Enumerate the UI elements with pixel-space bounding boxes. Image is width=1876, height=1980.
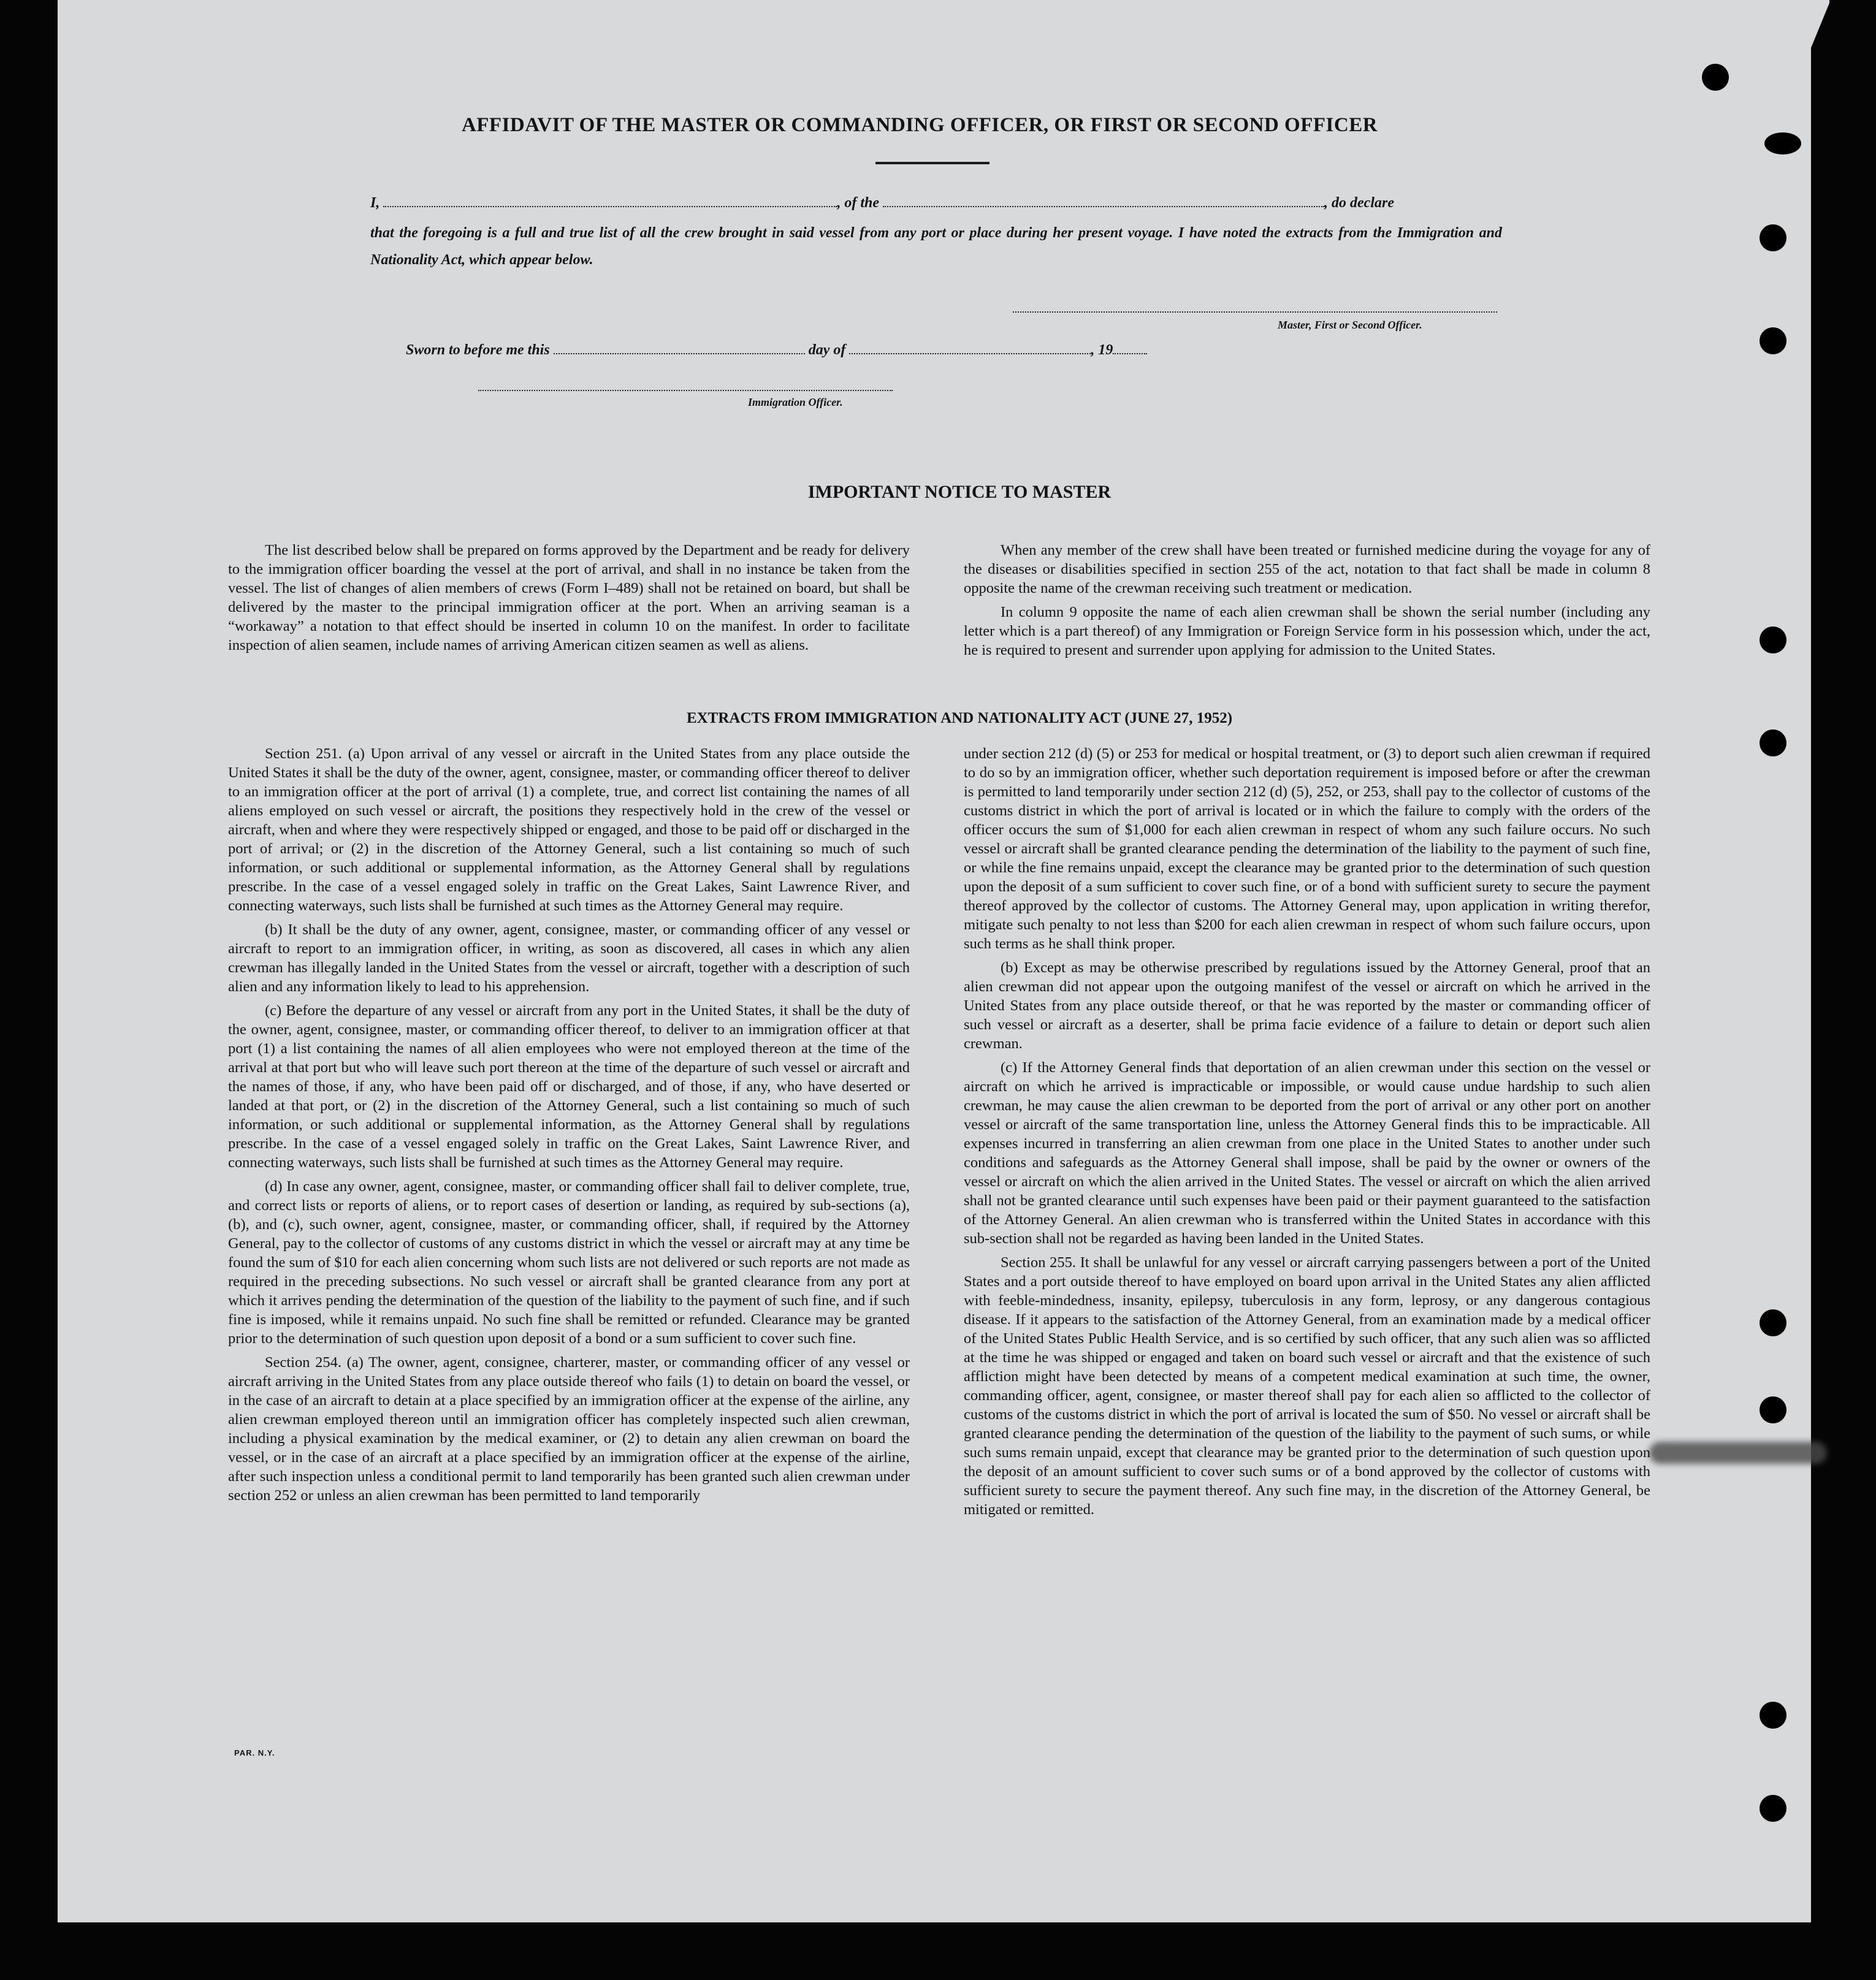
- notice-paragraph: In column 9 opposite the name of each alien crewman shall be shown the serial number (including any letter which is a part thereof) of any Immigration or Foreign Service form in his possession which, under the act, he is required to present and surrender upon applying for admission to the United States.: [964, 604, 1650, 658]
- master-signature-field[interactable]: [1013, 311, 1497, 313]
- binder-hole: [1760, 327, 1786, 354]
- extracts-title: EXTRACTS FROM IMMIGRATION AND NATIONALITY ACT (JUNE 27, 1952): [686, 710, 1233, 726]
- master-signature-caption: Master, First or Second Officer.: [1278, 319, 1422, 331]
- declarant-name-field[interactable]: [383, 192, 837, 207]
- statute-paragraph: (b) It shall be the duty of any owner, agent, consignee, master, or commanding officer of any vessel or aircraft to report to an immigration officer, in writing, as soon as discovered, all cases in which any alien crewman has illegally landed in the United States from the vessel or aircraft, together with a description of such alien and any information likely to lead to his apprehension.: [228, 921, 910, 995]
- binder-hole: [1760, 729, 1786, 756]
- title-rule: [875, 162, 989, 164]
- notice-paragraph: When any member of the crew shall have been treated or furnished medicine during the voyage for any of the diseases or disabilities specified in section 255 of the act, notation to that fact shall be made in column 8 opposite the name of the crewman receiving such treatment or medication.: [964, 542, 1650, 596]
- binder-hole: [1702, 64, 1729, 91]
- binder-hole: [1760, 1309, 1786, 1336]
- sworn-month-field[interactable]: [849, 340, 1091, 354]
- statute-paragraph: Section 251. (a) Upon arrival of any vessel or aircraft in the United States from any place outside the United States it shall be the duty of the owner, agent, consignee, master, or commanding officer thereof to deliver to an immigration officer at the port of arrival (1) a complete, true, and correct list containing the names of all aliens employed on such vessel or aircraft, the positions they respectively hold in the crew of the vessel or aircraft, when and where they were respectively shipped or engaged, and those to be paid off or discharged in the port of arrival; or (2) in the discretion of the Attorney General, such a list containing so much of such information, or such additional or supplemental information, as the Attorney General shall by regulations prescribe. In the case of a vessel engaged solely in traffic on the Great Lakes, Saint Lawrence River, and connecting waterways, such lists shall be furnished at such times as the Attorney General may require.: [228, 745, 910, 914]
- extracts-left-column: [228, 744, 910, 1510]
- sworn-day-field[interactable]: [554, 340, 805, 354]
- binder-hole: [1760, 1396, 1786, 1423]
- vessel-name-field[interactable]: [883, 192, 1324, 207]
- binder-hole: [1760, 626, 1786, 653]
- officer-signature-field[interactable]: [478, 390, 893, 391]
- binder-hole: [1760, 224, 1786, 251]
- ink-smudge: [1649, 1442, 1827, 1464]
- declarant-line: [370, 192, 1394, 211]
- officer-signature-caption: Immigration Officer.: [748, 396, 843, 408]
- statute-paragraph: (b) Except as may be otherwise prescribed by regulations issued by the Attorney General, proof that an alien crewman did not appear upon the outgoing manifest of the vessel or aircraft on which he arrived in the United States from any place outside thereof, or that he was reported by the master or commanding officer of such vessel or aircraft as a deserter, shall be prima facie evidence of a failure to detain or deport such alien crewman.: [964, 959, 1650, 1052]
- statute-paragraph: Section 255. It shall be unlawful for any vessel or aircraft carrying passengers between a port of the United States and a port outside thereof to have employed on board upon arrival in the United States any alien afflicted with feeble-mindedness, insanity, epilepsy, tuberculosis in any form, leprosy, or any dangerous contagious disease. If it appears to the satisfaction of the Attorney General, from an examination made by a medical officer of the United States Public Health Service, and is so certified by such officer, that any such alien was so afflicted at the time he was shipped or engaged and taken on board such vessel or aircraft and that the existence of such affliction might have been detected by means of a competent medical examination at such time, the owner, commanding officer, agent, consignee, or master thereof shall pay for each alien so afflicted to the collector of customs of the customs district in which the port of arrival is located the sum of $50. No vessel or aircraft shall be granted clearance pending the determination of the question of the liability to the payment of such sums, or while such sums remain unpaid, except that clearance may be granted prior to the determination of such question upon the deposit of an amount sufficient to cover such sums or of a bond approved by the collector of customs with sufficient surety to secure the payment thereof. Any such fine may, in the discretion of the Attorney General, be mitigated or remitted.: [964, 1254, 1650, 1518]
- binder-hole: [1760, 1795, 1786, 1822]
- statute-paragraph: (c) If the Attorney General finds that deportation of an alien crewman under this section on the vessel or aircraft on which he arrived is impracticable or impossible, or would cause undue hardship to such alien crewman, he may cause the alien crewman to be deported from the port of arrival or any other port on another vessel or aircraft of the same transportation line, unless the Attorney General finds this to be impracticable. All expenses incurred in transferring an alien crewman from one place in the United States to another under such conditions and safeguards as the Attorney General shall impose, shall be paid by the owner or owners of the vessel or aircraft on which the alien arrived in the United States. The vessel or aircraft on which the alien arrived shall not be granted clearance until such expenses have been paid or their payment guaranteed to the satisfaction of the Attorney General. An alien crewman who is transferred within the United States in accordance with this sub-section shall not be regarded as having been landed in the United States.: [964, 1059, 1650, 1247]
- statute-paragraph: (d) In case any owner, agent, consignee, master, or commanding officer shall fail to deliver complete, true, and correct lists or reports of aliens, or to report cases of desertion or landing, as required by sub-sections (a), (b), and (c), such owner, agent, consignee, master, or commanding officer, shall, if required by the Attorney General, pay to the collector of customs of any customs district in which the vessel or aircraft may at any time be found the sum of $10 for each alien concerning whom such lists are not delivered or such reports are not made as required in the preceding subsections. No such vessel or aircraft shall be granted clearance from any port at which it arrives pending the determination of the question of the liability to the payment of such fine, and if such fine is imposed, while it remains unpaid. No such fine shall be remitted or refunded. Clearance may be granted prior to the determination of such question upon deposit of a bond or a sum sufficient to cover such fine.: [228, 1178, 910, 1347]
- notice-title: IMPORTANT NOTICE TO MASTER: [807, 482, 1111, 502]
- binder-hole: [1760, 1702, 1786, 1729]
- of-the-label: , of the: [837, 195, 880, 211]
- notice-left-column: [228, 541, 910, 660]
- sworn-year-field[interactable]: [1113, 340, 1147, 354]
- notice-paragraph: The list described below shall be prepared on forms approved by the Department and be ready for delivery to the immigration officer boarding the vessel at the port of arrival, and shall in no instance be taken from the vessel. The list of changes of alien members of crews (Form I–489) shall not be retained on board, but shall be delivered by the master to the principal immigration officer at the port. When an arriving seaman is a “workaway” a notation to that effect should be inserted in column 10 on the manifest. In order to facilitate inspection of alien seamen, include names of arriving American citizen seamen as well as aliens.: [228, 542, 910, 653]
- day-of-label: day of: [808, 342, 846, 358]
- notice-right-column: [964, 541, 1650, 664]
- binder-hole: [1764, 132, 1801, 154]
- declaration-text: that the foregoing is a full and true list of all the crew brought in said vessel from any port or place during her present voyage. I have noted the extracts from the Immigration and Nationality Act, which appear below.: [370, 225, 1502, 268]
- extracts-right-column: [964, 744, 1650, 1524]
- i-label: I,: [370, 195, 380, 211]
- printer-mark: PAR. N.Y.: [234, 1748, 275, 1757]
- sworn-line: [406, 340, 1147, 359]
- sworn-label: Sworn to before me this: [406, 342, 550, 358]
- statute-paragraph: (c) Before the departure of any vessel or aircraft from any port in the United States, it shall be the duty of the owner, agent, consignee, master, or commanding officer thereof, to deliver to an immigration officer at that port (1) a list containing the names of all alien employees who were not employed thereon at the time of the arrival at that port but who will leave such port thereon at the time of the departure of such vessel or aircraft and the names of those, if any, who have been paid off or discharged, and of those, if any, who have deserted or landed at that port, or (2) in the discretion of the Attorney General, such a list containing so much of such information, or such additional or supplemental information, as the Attorney General shall by regulations prescribe. In the case of a vessel engaged solely in traffic on the Great Lakes, Saint Lawrence River, and connecting waterways, such lists shall be furnished at such times as the Attorney General may require.: [228, 1002, 910, 1171]
- affidavit-title: AFFIDAVIT OF THE MASTER OR COMMANDING OFFICER, OR FIRST OR SECOND OFFICER: [461, 114, 1378, 136]
- statute-paragraph: under section 212 (d) (5) or 253 for medical or hospital treatment, or (3) to deport such alien crewman if required to do so by an immigration officer, whether such deportation requirement is imposed before or after the crewman is permitted to land temporarily under section 212 (d) (5), 252, or 253, shall pay to the collector of customs of the customs district in which the port of arrival is located or in which the failure to comply with the orders of the officer occurs the sum of $1,000 for each alien crewman in respect of whom any such failure occurs. No such vessel or aircraft shall be granted clearance pending the determination of the liability to the payment of such fine, or while the fine remains unpaid, except the clearance may be granted prior to the determination of such question upon the deposit of a sum sufficient to cover such fine, or of a bond with sufficient surety to secure the payment thereof approved by the collector of customs. The Attorney General may, upon application in writing therefor, mitigate such penalty to not less than $200 for each alien crewman in respect of whom such failure occurs, upon such terms as he shall think proper.: [964, 745, 1650, 952]
- do-declare-label: , do declare: [1324, 195, 1394, 211]
- year-label: , 19: [1091, 342, 1113, 358]
- statute-paragraph: Section 254. (a) The owner, agent, consignee, charterer, master, or commanding officer of any vessel or aircraft arriving in the United States from any place outside thereof who fails (1) to detain on board the vessel, or in the case of an aircraft to detain at a place specified by an immigration officer at the expense of the airline, any alien crewman employed thereon until an immigration officer has completely inspected such alien crewman, including a physical examination by the medical examiner, or (2) to detain any alien crewman on board the vessel, or in the case of an aircraft at a place specified by an immigration officer at the expense of the airline, after such inspection unless a conditional permit to land temporarily has been granted such alien crewman under section 252 or unless an alien crewman has been permitted to land temporarily: [228, 1354, 910, 1504]
